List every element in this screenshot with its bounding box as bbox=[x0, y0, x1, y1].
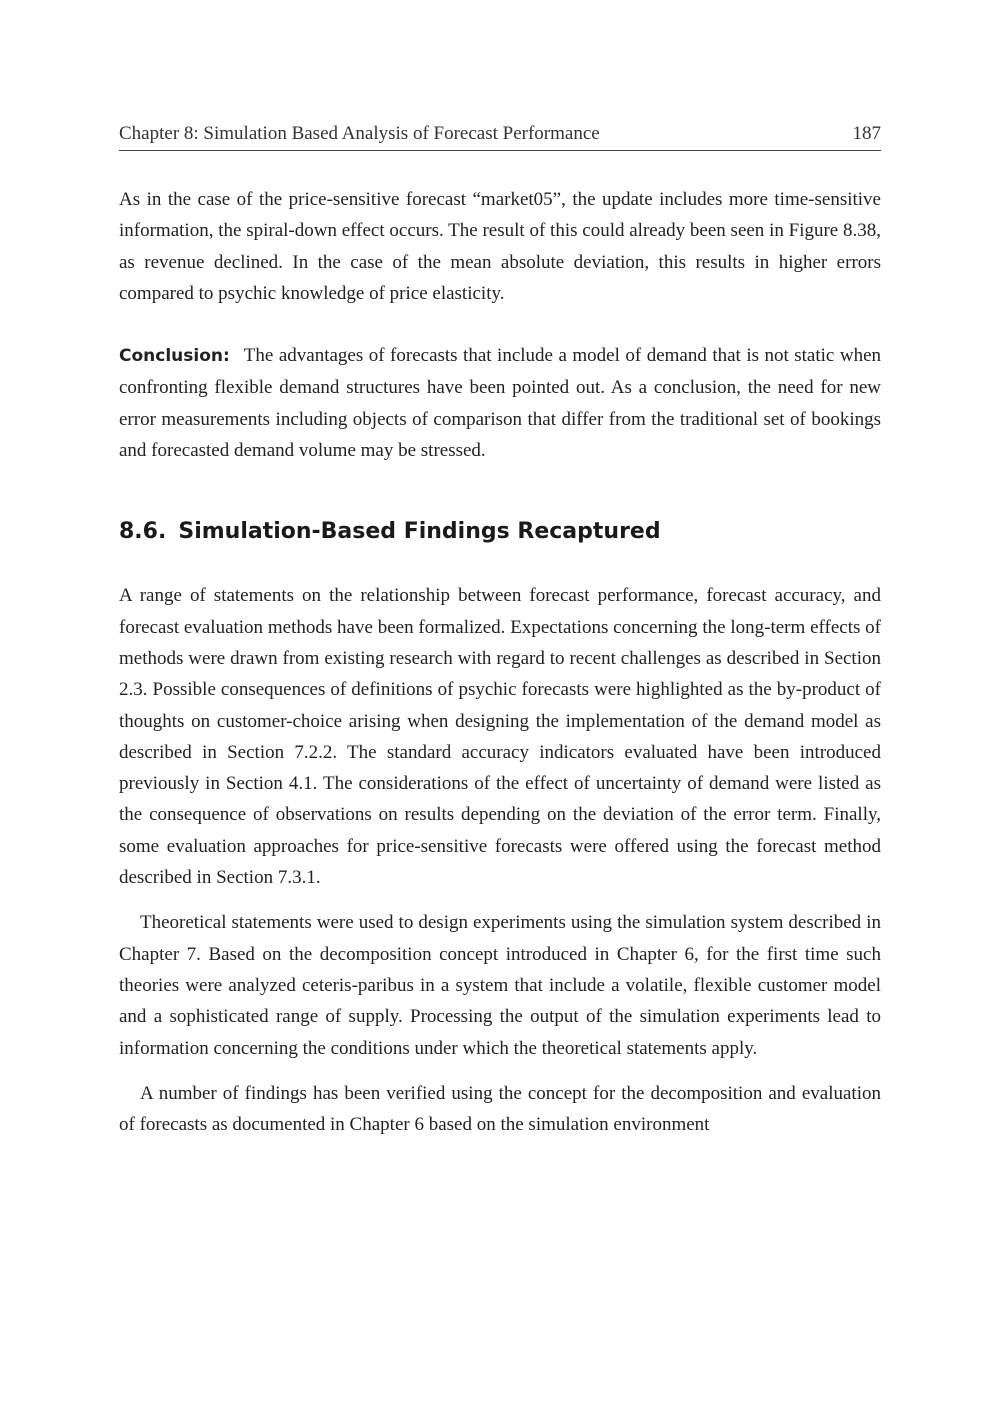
conclusion-paragraph bbox=[119, 340, 881, 466]
section-heading bbox=[119, 517, 881, 547]
section-number: 8.6. bbox=[119, 519, 167, 545]
intro-paragraph: As in the case of the price-sensitive forecast “market05”, the update includes more time-sensitive information, the spiral-down effect occurs. The result of this could already been seen in Figure 8.38, as revenue declined. In the case of the mean absolute deviation, this results in higher errors compared to psychic knowledge of price elasticity. bbox=[119, 189, 881, 304]
page-content bbox=[119, 120, 881, 1140]
conclusion-label: Conclusion: bbox=[119, 346, 230, 367]
chapter-title: Chapter 8: Simulation Based Analysis of Forecast Performance bbox=[119, 123, 600, 144]
page-number: 187 bbox=[852, 123, 881, 144]
section-paragraph: Theoretical statements were used to design experiments using the simulation system described in Chapter 7. Based on the decomposition concept introduced in Chapter 6, for the first time such theories were analyzed ceteris-paribus in a system that include a volatile, flexible customer model and a sophisticated range of supply. Processing the output of the simulation experiments lead to information concerning the conditions under which the theoretical statements apply. bbox=[119, 912, 881, 1059]
conclusion-text: The advantages of forecasts that include a model of demand that is not static when confronting flexible demand structures have been pointed out. As a conclusion, the need for new error measurements including objects of comparison that differ from the traditional set of bookings and forecasted demand volume may be stressed. bbox=[119, 345, 881, 462]
section-paragraph: A number of findings has been verified using the concept for the decomposition and evaluation of forecasts as documented in Chapter 6 based on the simulation environment bbox=[119, 1082, 881, 1136]
section-paragraph: A range of statements on the relationship between forecast performance, forecast accuracy, and forecast evaluation methods have been formalized. Expectations concerning the long-term effects of methods were drawn from existing research with regard to recent challenges as described in Section 2.3. Possible consequences of definitions of psychic forecasts were highlighted as the by-product of thoughts on customer-choice arising when designing the implementation of the demand model as described in Section 7.2.2. The standard accuracy indicators evaluated have been introduced previously in Section 4.1. The considerations of the effect of uncertainty of demand were listed as the consequence of observations on results depending on the deviation of the error term. Finally, some evaluation approaches for price-sensitive forecasts were offered using the forecast method described in Section 7.3.1. bbox=[119, 585, 881, 889]
section-title: Simulation-Based Findings Recaptured bbox=[178, 519, 661, 545]
running-header bbox=[119, 120, 881, 151]
